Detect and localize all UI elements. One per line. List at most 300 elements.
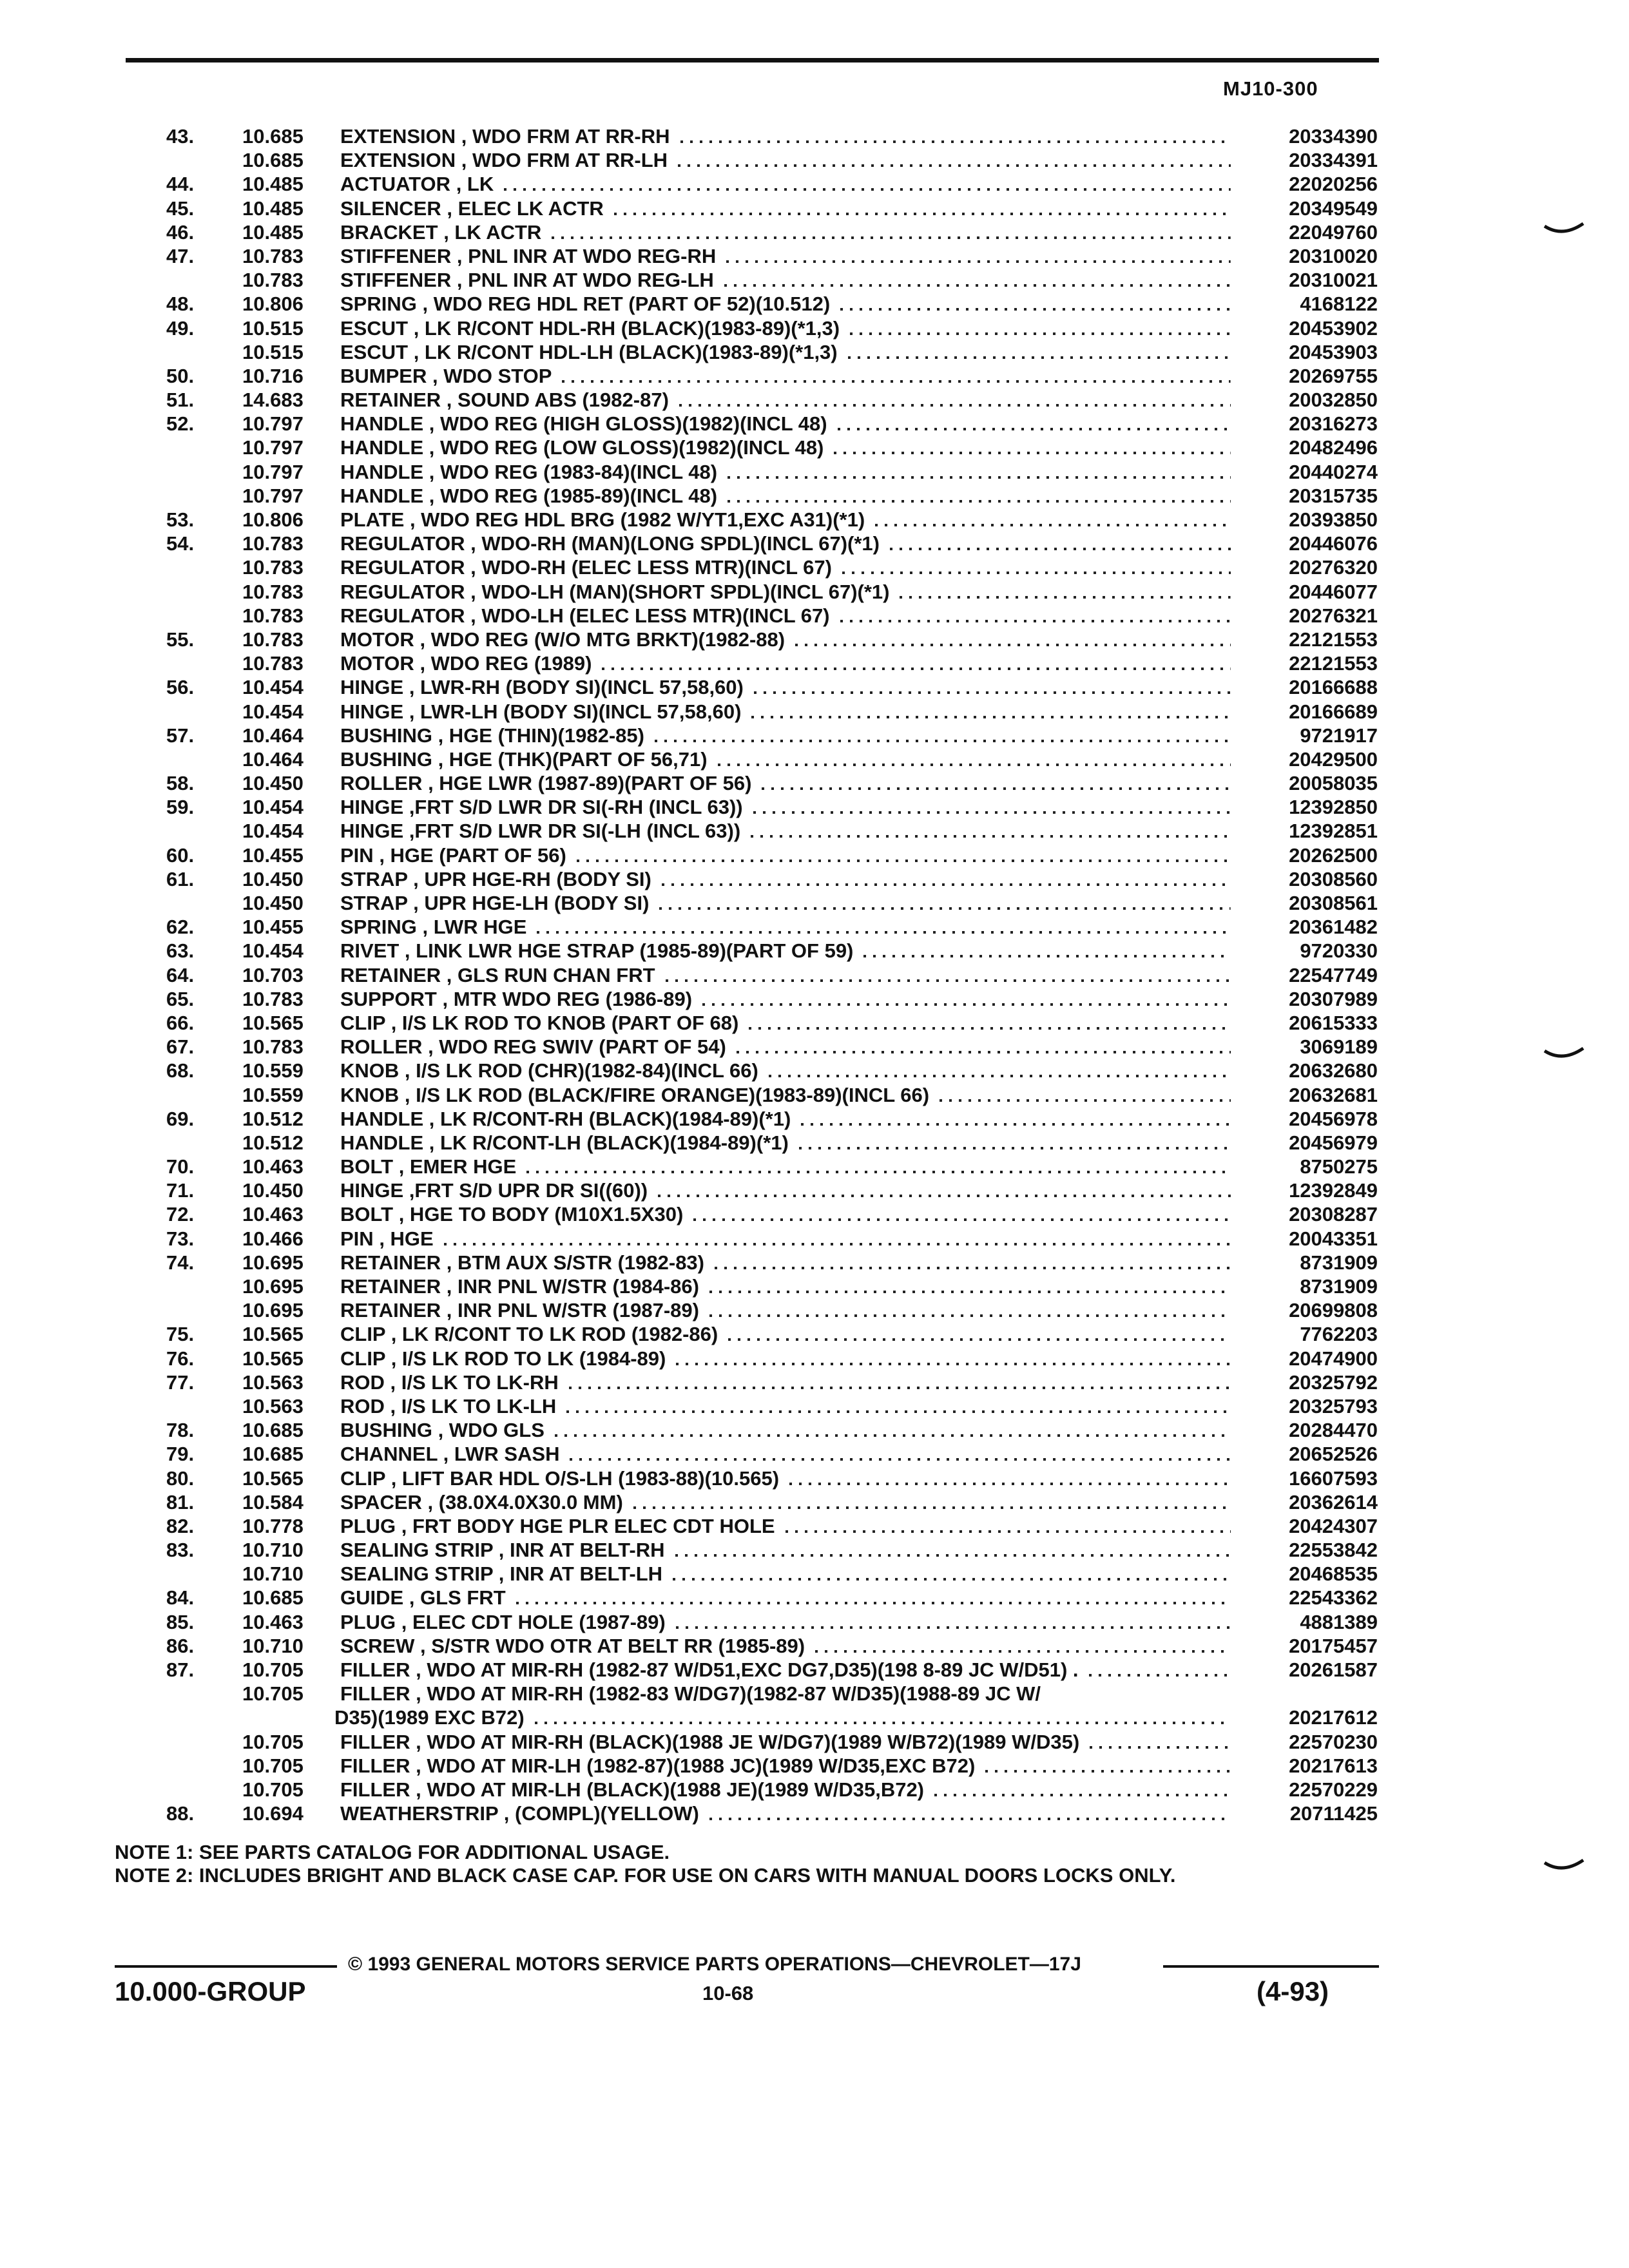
part-number: 20058035 — [1289, 772, 1378, 795]
item-number: 80. — [166, 1466, 195, 1490]
part-detail: , WDO-LH (ELEC LESS MTR)(INCL 67) — [470, 604, 830, 627]
part-description — [340, 987, 692, 1011]
part-detail: , LK R/CONT TO LK ROD (1982-86) — [390, 1323, 718, 1346]
group-number: 10.797 — [242, 484, 304, 507]
part-description — [340, 604, 830, 628]
part-detail: , PNL INR AT WDO REG-RH — [456, 244, 717, 267]
item-number: 56. — [166, 676, 195, 699]
dot-leader — [762, 771, 1231, 795]
parts-row — [0, 891, 1629, 915]
dot-leader — [659, 891, 1231, 915]
part-detail: , LK R/CONT HDL-LH (BLACK)(1983-89)(*1,3) — [413, 340, 838, 363]
part-detail: , WDO AT MIR-RH (1982-87 W/D51,EXC DG7,D35)(198 8-89 JC W/D51) . — [416, 1658, 1079, 1681]
item-number: 74. — [166, 1251, 195, 1274]
dot-leader — [754, 675, 1231, 699]
group-number: 10.703 — [242, 963, 304, 986]
dot-leader — [702, 987, 1231, 1011]
item-number: 44. — [166, 173, 195, 196]
part-number: 22543362 — [1289, 1586, 1378, 1610]
item-number: 51. — [166, 389, 195, 412]
parts-row — [0, 1442, 1629, 1466]
part-detail: , GLS RUN CHAN FRT — [446, 963, 655, 986]
margin-tick-mark — [1543, 1047, 1585, 1064]
part-name: BOLT — [340, 1203, 394, 1226]
item-number: 61. — [166, 867, 195, 890]
dot-leader — [863, 939, 1231, 963]
part-description — [340, 388, 669, 412]
parts-row — [0, 580, 1629, 604]
part-number: 20217612 — [1289, 1706, 1378, 1729]
part-description — [340, 1682, 1041, 1706]
part-name: SILENCER — [340, 197, 441, 220]
part-detail-continued: D35)(1989 EXC B72) — [334, 1706, 525, 1729]
part-number: 20456978 — [1289, 1107, 1378, 1130]
item-number: 50. — [166, 364, 195, 387]
group-number: 10.450 — [242, 1179, 304, 1202]
group-number: 10.695 — [242, 1251, 304, 1274]
group-number: 10.565 — [242, 1466, 304, 1490]
group-number: 10.559 — [242, 1083, 304, 1106]
parts-row — [0, 915, 1629, 939]
part-detail: , S/STR WDO OTR AT BELT RR (1985-89) — [420, 1634, 805, 1657]
part-name: PLUG — [340, 1610, 396, 1633]
part-detail: , LK R/CONT-LH (BLACK)(1984-89)(*1) — [429, 1131, 789, 1154]
parts-row — [0, 532, 1629, 555]
part-number: 22049760 — [1289, 220, 1378, 244]
part-number: 22020256 — [1289, 173, 1378, 196]
part-number: 8750275 — [1300, 1155, 1378, 1178]
part-description — [340, 1083, 929, 1107]
part-description — [340, 1227, 434, 1251]
part-description — [340, 1466, 779, 1490]
part-description — [340, 1586, 506, 1610]
part-number: 20043351 — [1289, 1227, 1378, 1250]
part-detail: , WDO REG (1985-89)(INCL 48) — [429, 484, 718, 507]
group-number: 10.463 — [242, 1203, 304, 1226]
group-number: 10.783 — [242, 532, 304, 555]
part-detail: , LK R/CONT HDL-RH (BLACK)(1983-89)(*1,3) — [413, 316, 840, 340]
dot-leader — [655, 724, 1231, 747]
group-number: 10.797 — [242, 412, 304, 436]
parts-row — [0, 1610, 1629, 1634]
group-number: 10.565 — [242, 1011, 304, 1034]
group-number: 10.485 — [242, 220, 304, 244]
group-number: 10.685 — [242, 1419, 304, 1442]
part-description — [340, 1634, 805, 1658]
parts-row — [0, 700, 1629, 724]
part-name: RETAINER — [340, 1299, 441, 1322]
part-description — [340, 364, 552, 388]
dot-leader — [602, 651, 1231, 675]
dot-leader — [676, 1610, 1231, 1634]
part-description — [340, 340, 838, 364]
parts-row — [0, 1035, 1629, 1059]
dot-leader — [842, 555, 1231, 579]
part-number: 3069189 — [1300, 1035, 1378, 1059]
dot-leader — [985, 1754, 1231, 1778]
dot-leader — [537, 915, 1231, 939]
part-detail: , WDO REG HDL RET (PART OF 52)(10.512) — [422, 293, 831, 316]
part-description — [340, 1442, 559, 1466]
group-number: 10.783 — [242, 269, 304, 292]
footer-page-number: 10-68 — [702, 1982, 754, 2004]
dot-leader — [890, 532, 1231, 555]
part-detail: , I/S LK ROD (BLACK/FIRE ORANGE)(1983-89)(INCL 66) — [404, 1083, 930, 1106]
part-description — [340, 1394, 556, 1418]
part-detail: , ELEC LK ACTR — [447, 197, 604, 220]
group-number: 10.783 — [242, 604, 304, 627]
part-description — [340, 1562, 662, 1586]
part-detail: , INR PNL W/STR (1987-89) — [446, 1299, 699, 1322]
group-number: 10.512 — [242, 1107, 304, 1130]
group-number: 10.778 — [242, 1514, 304, 1537]
dot-leader — [679, 388, 1231, 412]
part-number: 20440274 — [1289, 460, 1378, 483]
item-number: 60. — [166, 843, 195, 867]
dot-leader — [840, 604, 1231, 628]
part-number: 4881389 — [1300, 1610, 1378, 1633]
item-number: 45. — [166, 197, 195, 220]
note-1: NOTE 1: SEE PARTS CATALOG FOR ADDITIONAL USAGE. — [115, 1841, 670, 1863]
part-name: CLIP — [340, 1347, 386, 1370]
part-number: 20175457 — [1289, 1634, 1378, 1657]
dot-leader — [728, 1322, 1231, 1346]
item-number: 79. — [166, 1443, 195, 1466]
part-number: 20261587 — [1289, 1658, 1378, 1681]
parts-row — [0, 1059, 1629, 1082]
part-number: 12392850 — [1289, 796, 1378, 819]
part-name: ROLLER — [340, 1035, 423, 1059]
group-number: 10.783 — [242, 580, 304, 603]
part-number: 20308287 — [1289, 1203, 1378, 1226]
group-number: 10.710 — [242, 1634, 304, 1657]
part-name: HINGE — [340, 1179, 404, 1202]
group-number: 10.685 — [242, 1443, 304, 1466]
part-number: 20424307 — [1289, 1514, 1378, 1537]
part-number: 20308561 — [1289, 892, 1378, 914]
group-number: 10.685 — [242, 149, 304, 172]
item-number: 72. — [166, 1203, 195, 1226]
part-description — [340, 819, 740, 843]
dot-leader — [934, 1778, 1231, 1802]
parts-row — [0, 1202, 1629, 1226]
dot-leader — [795, 628, 1231, 651]
footer-group: 10.000-GROUP — [115, 1976, 306, 2006]
part-description — [340, 724, 644, 747]
part-name: ROD — [340, 1370, 385, 1394]
part-detail: , HGE (THK)(PART OF 56,71) — [438, 747, 708, 771]
part-detail: , LWR SASH — [443, 1443, 560, 1466]
part-detail: , WDO REG (HIGH GLOSS)(1982)(INCL 48) — [429, 412, 827, 436]
part-description — [340, 1298, 699, 1322]
margin-tick-mark — [1543, 1859, 1585, 1876]
group-number: 10.454 — [242, 820, 304, 843]
parts-row — [0, 604, 1629, 628]
top-rule — [126, 58, 1379, 62]
parts-row — [0, 867, 1629, 891]
part-detail: , GLS FRT — [409, 1586, 506, 1610]
item-number: 75. — [166, 1323, 195, 1346]
parts-row — [0, 508, 1629, 532]
part-number: 9721917 — [1300, 724, 1378, 747]
part-detail: , (38.0X4.0X30.0 MM) — [427, 1490, 623, 1514]
part-name: REGULATOR — [340, 556, 465, 579]
notes — [115, 1841, 1176, 1887]
part-name: RETAINER — [340, 1251, 441, 1274]
group-number: 10.695 — [242, 1299, 304, 1322]
parts-row — [0, 771, 1629, 795]
parts-row — [0, 1394, 1629, 1418]
dot-leader — [526, 1155, 1231, 1178]
item-number: 57. — [166, 724, 195, 747]
parts-row — [0, 747, 1629, 771]
part-detail: , INR PNL W/STR (1984-86) — [446, 1275, 699, 1298]
parts-row — [0, 651, 1629, 675]
item-number: 73. — [166, 1227, 195, 1250]
part-description — [340, 580, 889, 604]
part-name: GUIDE — [340, 1586, 404, 1610]
part-description — [340, 1011, 738, 1035]
item-number: 43. — [166, 125, 195, 148]
group-number: 10.685 — [242, 125, 304, 148]
group-number: 10.806 — [242, 508, 304, 531]
item-number: 47. — [166, 244, 195, 267]
parts-row — [0, 244, 1629, 268]
part-description — [340, 891, 649, 915]
part-detail: ,FRT S/D UPR DR SI((60)) — [409, 1179, 648, 1202]
item-number: 78. — [166, 1419, 195, 1442]
parts-row — [0, 1227, 1629, 1251]
group-number: 10.450 — [242, 892, 304, 914]
parts-row — [0, 1251, 1629, 1274]
dot-leader — [666, 963, 1231, 987]
group-number: 10.783 — [242, 987, 304, 1010]
part-number: 20615333 — [1289, 1011, 1378, 1034]
parts-row — [0, 1514, 1629, 1538]
part-number: 20334390 — [1289, 125, 1378, 148]
part-description — [340, 1107, 791, 1131]
group-number: 10.454 — [242, 676, 304, 699]
dot-leader — [614, 197, 1231, 220]
parts-row — [0, 1778, 1629, 1802]
part-name: SPRING — [340, 293, 417, 316]
parts-row — [0, 724, 1629, 747]
parts-row — [0, 1011, 1629, 1035]
group-number: 10.710 — [242, 1562, 304, 1586]
dot-leader — [751, 819, 1231, 843]
part-name: RETAINER — [340, 963, 441, 986]
part-description — [340, 628, 785, 651]
part-name: PLATE — [340, 508, 405, 531]
part-detail: , LK R/CONT-RH (BLACK)(1984-89)(*1) — [429, 1107, 791, 1130]
parts-row — [0, 675, 1629, 699]
part-name: STRAP — [340, 867, 408, 890]
part-detail: , WDO-RH (MAN)(LONG SPDL)(INCL 67)(*1) — [470, 532, 880, 555]
part-name: ESCUT — [340, 340, 409, 363]
dot-leader — [786, 1514, 1231, 1538]
item-number: 53. — [166, 508, 195, 531]
part-name: FILLER — [340, 1754, 410, 1777]
part-name: PIN — [340, 1227, 374, 1250]
part-detail: , I/S LK TO LK-LH — [390, 1394, 557, 1418]
part-number: 20446077 — [1289, 580, 1378, 603]
dot-leader — [753, 795, 1231, 819]
part-detail: , LINK LWR HGE STRAP (1985-89)(PART OF 59) — [404, 939, 854, 963]
part-description — [340, 1059, 758, 1082]
item-number: 77. — [166, 1370, 195, 1394]
part-name: EXTENSION — [340, 125, 456, 148]
item-number: 52. — [166, 412, 195, 436]
part-detail: , (COMPL)(YELLOW) — [503, 1802, 699, 1825]
part-number: 22570230 — [1289, 1730, 1378, 1753]
part-number: 20315735 — [1289, 484, 1378, 507]
item-number: 65. — [166, 987, 195, 1010]
part-number: 20446076 — [1289, 532, 1378, 555]
part-number: 22121553 — [1289, 652, 1378, 675]
part-name: ROLLER — [340, 772, 423, 795]
part-number: 20453903 — [1289, 340, 1378, 363]
part-detail: , LWR-LH (BODY SI)(INCL 57,58,60) — [409, 700, 742, 723]
part-number: 22553842 — [1289, 1539, 1378, 1562]
parts-row — [0, 148, 1629, 172]
part-number: 22547749 — [1289, 963, 1378, 986]
dot-leader — [577, 843, 1231, 867]
dot-leader — [535, 1706, 1231, 1729]
part-description — [340, 172, 494, 196]
dot-leader — [662, 867, 1231, 891]
group-number: 10.485 — [242, 173, 304, 196]
dot-leader — [840, 292, 1231, 316]
group-number: 10.705 — [242, 1658, 304, 1681]
part-number: 7762203 — [1300, 1323, 1378, 1346]
item-number: 63. — [166, 939, 195, 963]
part-number: 20468535 — [1289, 1562, 1378, 1586]
part-detail: , WDO-RH (ELEC LESS MTR)(INCL 67) — [470, 556, 832, 579]
item-number: 69. — [166, 1107, 195, 1130]
part-detail: ,FRT S/D LWR DR SI(-RH (INCL 63)) — [409, 796, 743, 819]
part-number: 20032850 — [1289, 389, 1378, 412]
part-detail: , INR AT BELT-LH — [498, 1562, 663, 1586]
group-number: 10.450 — [242, 772, 304, 795]
part-name: FILLER — [340, 1682, 410, 1706]
part-description — [340, 675, 744, 699]
part-name: SUPPORT — [340, 987, 437, 1010]
parts-row — [0, 1562, 1629, 1586]
item-number: 54. — [166, 532, 195, 555]
part-name: HINGE — [340, 796, 404, 819]
group-number: 10.515 — [242, 316, 304, 340]
part-description — [340, 316, 840, 340]
part-detail: , I/S LK ROD TO LK (1984-89) — [390, 1347, 666, 1370]
part-number: 8731909 — [1300, 1275, 1378, 1298]
group-number: 10.705 — [242, 1778, 304, 1801]
parts-row — [0, 268, 1629, 292]
parts-row — [0, 1322, 1629, 1346]
group-number: 10.705 — [242, 1730, 304, 1753]
parts-row — [0, 987, 1629, 1011]
part-number: 12392849 — [1289, 1179, 1378, 1202]
part-name: REGULATOR — [340, 580, 465, 603]
parts-row — [0, 1131, 1629, 1155]
part-name: HINGE — [340, 676, 404, 699]
group-number: 10.797 — [242, 460, 304, 483]
part-name: CHANNEL — [340, 1443, 438, 1466]
part-name: ROD — [340, 1394, 385, 1418]
group-number: 10.454 — [242, 700, 304, 723]
group-number: 10.797 — [242, 436, 304, 459]
footer-copyright: © 1993 GENERAL MOTORS SERVICE PARTS OPERATIONS—CHEVROLET—17J — [348, 1954, 1081, 1975]
part-name: STIFFENER — [340, 244, 452, 267]
part-description — [340, 1370, 559, 1394]
part-description — [340, 1347, 666, 1370]
part-description — [340, 220, 541, 244]
part-description — [340, 508, 865, 532]
item-number: 55. — [166, 628, 195, 651]
part-detail: , LWR-RH (BODY SI)(INCL 57,58,60) — [409, 676, 744, 699]
item-number: 76. — [166, 1347, 195, 1370]
group-number: 10.705 — [242, 1754, 304, 1777]
note-2: NOTE 2: INCLUDES BRIGHT AND BLACK CASE CAP. FOR USE ON CARS WITH MANUAL DOORS LOCKS ONLY. — [115, 1864, 1176, 1887]
item-number: 46. — [166, 220, 195, 244]
part-name: PIN — [340, 843, 374, 867]
part-name: BUSHING — [340, 747, 432, 771]
dot-leader — [566, 1394, 1231, 1418]
dot-leader — [789, 1466, 1231, 1490]
part-description — [340, 1155, 516, 1178]
part-name: HANDLE — [340, 1131, 424, 1154]
parts-row — [0, 1155, 1629, 1178]
part-number: 20393850 — [1289, 508, 1378, 531]
parts-row — [0, 1730, 1629, 1754]
part-detail: , WDO STOP — [432, 364, 552, 387]
part-description — [340, 197, 604, 220]
parts-row — [0, 460, 1629, 484]
dot-leader — [749, 1011, 1231, 1035]
part-name: KNOB — [340, 1059, 400, 1082]
parts-row — [0, 1347, 1629, 1370]
part-number: 20362614 — [1289, 1490, 1378, 1514]
parts-row — [0, 1586, 1629, 1610]
part-name: HANDLE — [340, 1107, 424, 1130]
part-description — [340, 484, 717, 508]
part-name: STRAP — [340, 892, 408, 914]
part-number: 22121553 — [1289, 628, 1378, 651]
part-number: 16607593 — [1289, 1466, 1378, 1490]
group-number: 10.450 — [242, 867, 304, 890]
dot-leader — [728, 484, 1231, 508]
group-number: 10.515 — [242, 340, 304, 363]
part-description — [340, 1274, 699, 1298]
part-number: 12392851 — [1289, 820, 1378, 843]
dot-leader — [516, 1586, 1231, 1610]
part-detail: , MTR WDO REG (1986-89) — [442, 987, 693, 1010]
parts-row — [0, 795, 1629, 819]
part-number: 20699808 — [1289, 1299, 1378, 1322]
dot-leader — [801, 1107, 1231, 1131]
part-name: BUSHING — [340, 724, 432, 747]
part-detail: , HGE LWR (1987-89)(PART OF 56) — [428, 772, 752, 795]
part-number: 20166688 — [1289, 676, 1378, 699]
parts-row — [0, 628, 1629, 651]
dot-leader — [693, 1202, 1231, 1226]
part-description — [340, 1202, 683, 1226]
parts-row — [0, 1682, 1629, 1729]
dot-leader — [900, 580, 1231, 604]
group-number: 10.783 — [242, 652, 304, 675]
parts-row — [0, 172, 1629, 196]
item-number: 86. — [166, 1634, 195, 1657]
item-number: 48. — [166, 293, 195, 316]
